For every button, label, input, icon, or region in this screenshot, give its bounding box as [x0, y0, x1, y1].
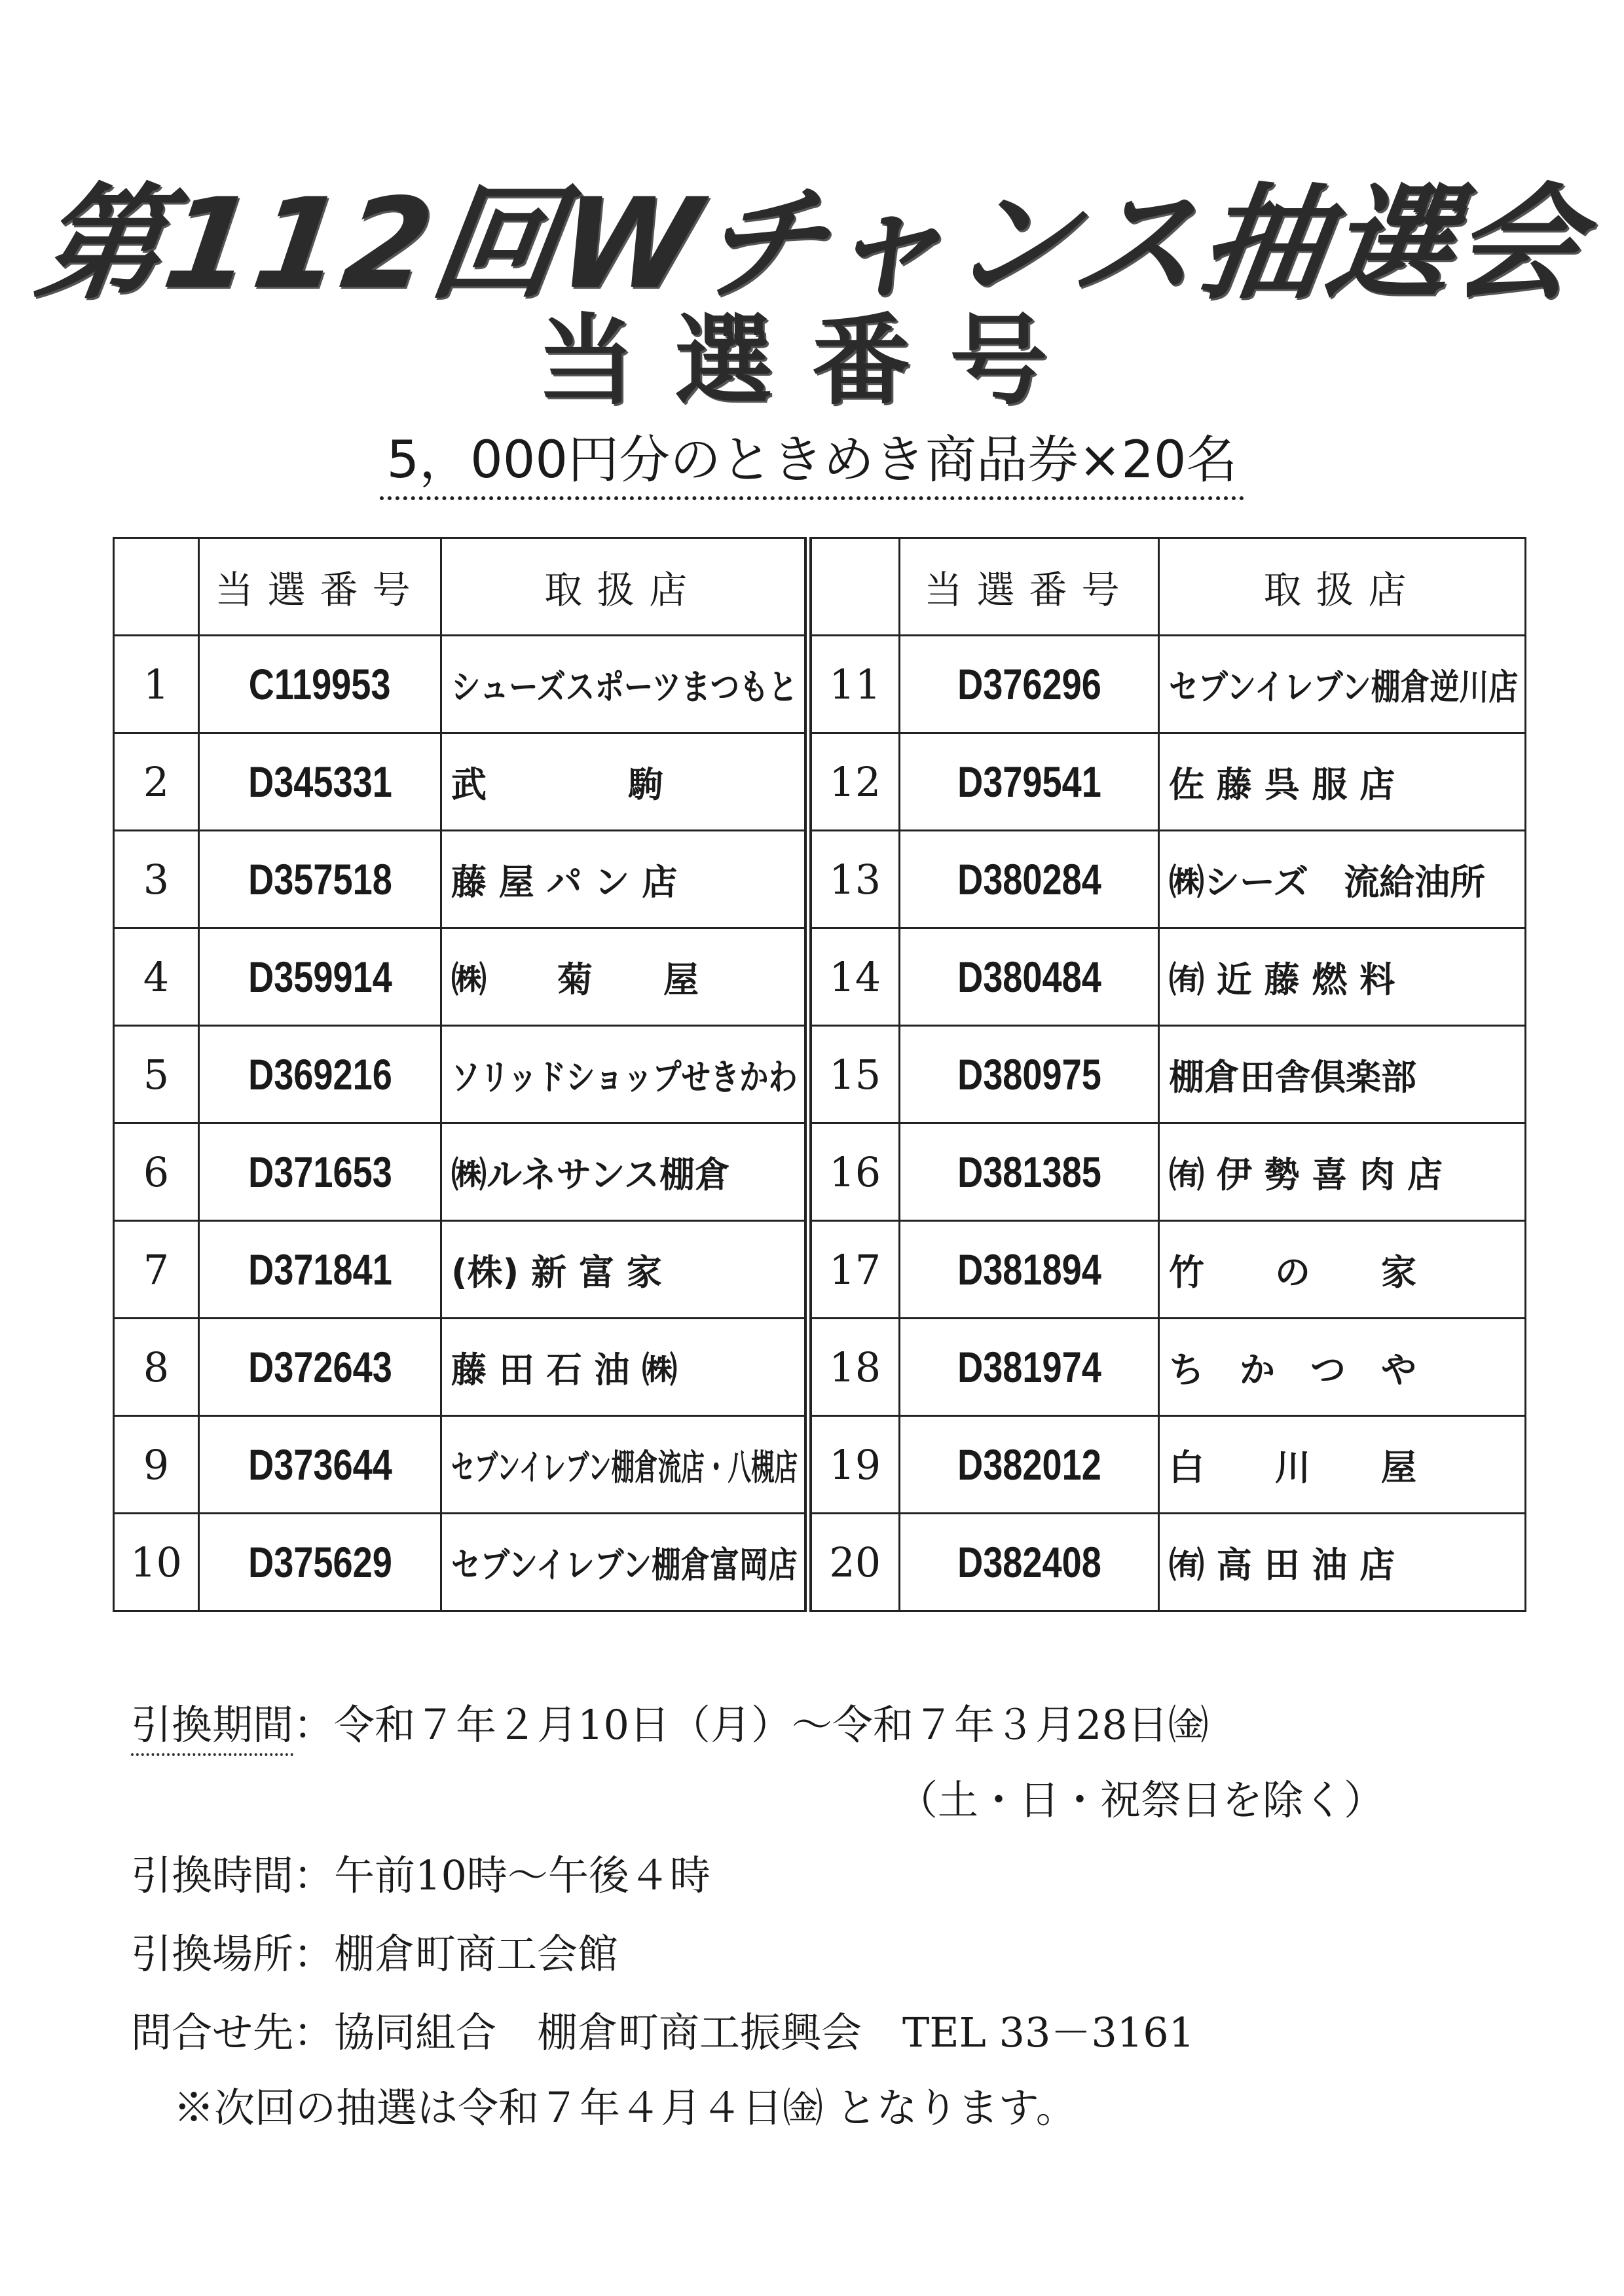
- table-row: [114, 1221, 1526, 1319]
- winning-number: D380484: [957, 953, 1101, 1001]
- row-number: 4: [114, 928, 199, 1026]
- store-name: (株) 新 富 家: [451, 1251, 662, 1293]
- row-number: 13: [808, 831, 900, 928]
- store-name-cell: [441, 1416, 808, 1514]
- header-store-right: 取扱店: [1159, 538, 1526, 636]
- contact-label: 問合せ先: [131, 2009, 294, 2056]
- store-name: 棚倉田舎倶楽部: [1169, 1056, 1416, 1098]
- header-num-right: [808, 538, 900, 636]
- winning-number: D371653: [248, 1148, 392, 1196]
- winning-number: D382408: [957, 1538, 1101, 1586]
- row-number: 17: [808, 1221, 900, 1319]
- store-name-cell: [441, 928, 808, 1026]
- store-name: 竹 の 家: [1169, 1251, 1416, 1293]
- row-number: 20: [808, 1514, 900, 1611]
- row-number: 18: [808, 1319, 900, 1416]
- row-number: 2: [114, 733, 199, 831]
- store-name: ㈲ 近 藤 燃 料: [1169, 958, 1395, 1000]
- store-name: 武 駒: [451, 763, 663, 805]
- row-number: 15: [808, 1026, 900, 1123]
- store-name-cell: [441, 1123, 808, 1221]
- winning-number-cell: [900, 733, 1159, 831]
- winning-number: D376296: [957, 660, 1101, 708]
- winning-number-cell: [199, 928, 441, 1026]
- row-number: 1: [114, 636, 199, 733]
- store-name: セブンイレブン棚倉逆川店: [1169, 666, 1519, 708]
- winning-number: D375629: [248, 1538, 392, 1586]
- row-number: 3: [114, 831, 199, 928]
- store-name-cell: [1159, 1416, 1526, 1514]
- store-name: 藤 田 石 油 ㈱: [451, 1349, 678, 1391]
- header-store-left: 取扱店: [441, 538, 808, 636]
- table-row: [114, 1026, 1526, 1123]
- row-number: 5: [114, 1026, 199, 1123]
- store-name-cell: [441, 1026, 808, 1123]
- winning-number-cell: [900, 1221, 1159, 1319]
- exchange-place: [131, 1922, 618, 1980]
- exchange-period: [131, 1692, 1209, 1756]
- store-name-cell: [1159, 1514, 1526, 1611]
- store-name-cell: [441, 733, 808, 831]
- row-number: 7: [114, 1221, 199, 1319]
- prize-subtitle: [0, 419, 1624, 500]
- winning-number-cell: [900, 928, 1159, 1026]
- store-name-cell: [1159, 1221, 1526, 1319]
- exchange-time-value: ：午前10時～午後４時: [293, 1851, 710, 1899]
- table-row: [114, 1514, 1526, 1611]
- table-row: [114, 636, 1526, 733]
- row-number: 19: [808, 1416, 900, 1514]
- winning-number: D357518: [248, 855, 392, 903]
- exchange-period-label: 引換期間: [131, 1692, 293, 1756]
- table-row: [114, 1416, 1526, 1514]
- store-name: 白 川 屋: [1169, 1446, 1416, 1488]
- next-draw-note: ※次回の抽選は令和７年４月４日㈮ となります。: [174, 2084, 1077, 2132]
- page-title-line1: 第112回Wチャンス抽選会: [28, 172, 1593, 316]
- winning-number-cell: [900, 1319, 1159, 1416]
- winning-number-cell: [900, 831, 1159, 928]
- table-row: [114, 1123, 1526, 1221]
- exchange-place-value: ：棚倉町商工会館: [293, 1930, 619, 1978]
- table-header-row: [114, 538, 1526, 636]
- winning-number-cell: [900, 1026, 1159, 1123]
- winning-number-cell: [199, 1416, 441, 1514]
- winning-number: D380284: [957, 855, 1101, 903]
- store-name-cell: [1159, 928, 1526, 1026]
- store-name: ㈲ 高 田 油 店: [1169, 1544, 1395, 1586]
- store-name: セブンイレブン棚倉富岡店: [451, 1544, 798, 1586]
- winning-number-cell: [199, 636, 441, 733]
- winning-number: D369216: [248, 1050, 392, 1099]
- store-name-cell: [441, 1319, 808, 1416]
- header-code-right: 当選番号: [900, 538, 1159, 636]
- winners-table: [113, 537, 1526, 1612]
- winning-number-cell: [900, 1416, 1159, 1514]
- exchange-time-label: 引換時間: [131, 1851, 294, 1899]
- winning-number-cell: [199, 733, 441, 831]
- winning-number: D380975: [957, 1050, 1101, 1099]
- store-name: セブンイレブン棚倉流店・八槻店: [451, 1446, 798, 1488]
- header-num-left: [114, 538, 199, 636]
- store-name-cell: [1159, 831, 1526, 928]
- winning-number: D373644: [248, 1440, 392, 1489]
- store-name-cell: [1159, 1319, 1526, 1416]
- exchange-period-value: ：令和７年２月10日（月）～令和７年３月28日㈮: [293, 1701, 1209, 1749]
- store-name-cell: [441, 1514, 808, 1611]
- winning-number: D382012: [957, 1440, 1101, 1489]
- row-number: 10: [114, 1514, 199, 1611]
- exchange-time: [131, 1843, 710, 1901]
- store-name-cell: [1159, 1026, 1526, 1123]
- winning-number-cell: [199, 1123, 441, 1221]
- table-row: [114, 928, 1526, 1026]
- winning-number-cell: [199, 831, 441, 928]
- row-number: 6: [114, 1123, 199, 1221]
- exchange-period-note: （土・日・祝祭日を除く）: [897, 1776, 1385, 1824]
- winning-number-cell: [199, 1026, 441, 1123]
- store-name: 藤 屋 パ ン 店: [451, 861, 678, 903]
- store-name: ㈱ 菊 屋: [451, 958, 699, 1000]
- row-number: 16: [808, 1123, 900, 1221]
- winning-number-cell: [199, 1319, 441, 1416]
- winning-number-cell: [900, 1123, 1159, 1221]
- store-name: シューズスポーツまつもと: [451, 666, 798, 708]
- store-name: ㈱シーズ 流給油所: [1169, 861, 1486, 903]
- store-name: ㈱ルネサンス棚倉: [451, 1154, 731, 1195]
- row-number: 9: [114, 1416, 199, 1514]
- row-number: 11: [808, 636, 900, 733]
- store-name: 佐 藤 呉 服 店: [1169, 763, 1395, 805]
- exchange-place-label: 引換場所: [131, 1930, 294, 1978]
- store-name: ㈲ 伊 勢 喜 肉 店: [1169, 1154, 1443, 1195]
- winning-number: D379541: [957, 757, 1101, 806]
- store-name: ソリッドショップせきかわ: [451, 1056, 798, 1098]
- prize-subtitle-text: 5，000円分のときめき商品券×20名: [380, 419, 1244, 500]
- header-code-left: 当選番号: [199, 538, 441, 636]
- winning-number: D381385: [957, 1148, 1101, 1196]
- winning-number: D371841: [248, 1245, 392, 1294]
- winning-number-cell: [900, 1514, 1159, 1611]
- table-row: [114, 1319, 1526, 1416]
- winning-number: D381974: [957, 1343, 1101, 1391]
- winning-number-cell: [900, 636, 1159, 733]
- store-name-cell: [441, 636, 808, 733]
- store-name-cell: [1159, 733, 1526, 831]
- contact-value: ：協同組合 棚倉町商工振興会 TEL 33－3161: [293, 2009, 1195, 2056]
- store-name: ち か つ や: [1169, 1349, 1416, 1391]
- store-name-cell: [441, 1221, 808, 1319]
- row-number: 8: [114, 1319, 199, 1416]
- winning-number: D372643: [248, 1343, 392, 1391]
- winning-number-cell: [199, 1514, 441, 1611]
- store-name-cell: [1159, 1123, 1526, 1221]
- store-name-cell: [1159, 636, 1526, 733]
- row-number: 12: [808, 733, 900, 831]
- winning-number: D359914: [248, 953, 392, 1001]
- winning-number: D381894: [957, 1245, 1101, 1294]
- table-row: [114, 831, 1526, 928]
- winning-number-cell: [199, 1221, 441, 1319]
- winning-number: D345331: [248, 757, 392, 806]
- winning-number: C119953: [249, 660, 391, 708]
- contact: [131, 2000, 1194, 2058]
- page-title-line2: 当選番号: [536, 304, 1087, 418]
- table-row: [114, 733, 1526, 831]
- store-name-cell: [441, 831, 808, 928]
- row-number: 14: [808, 928, 900, 1026]
